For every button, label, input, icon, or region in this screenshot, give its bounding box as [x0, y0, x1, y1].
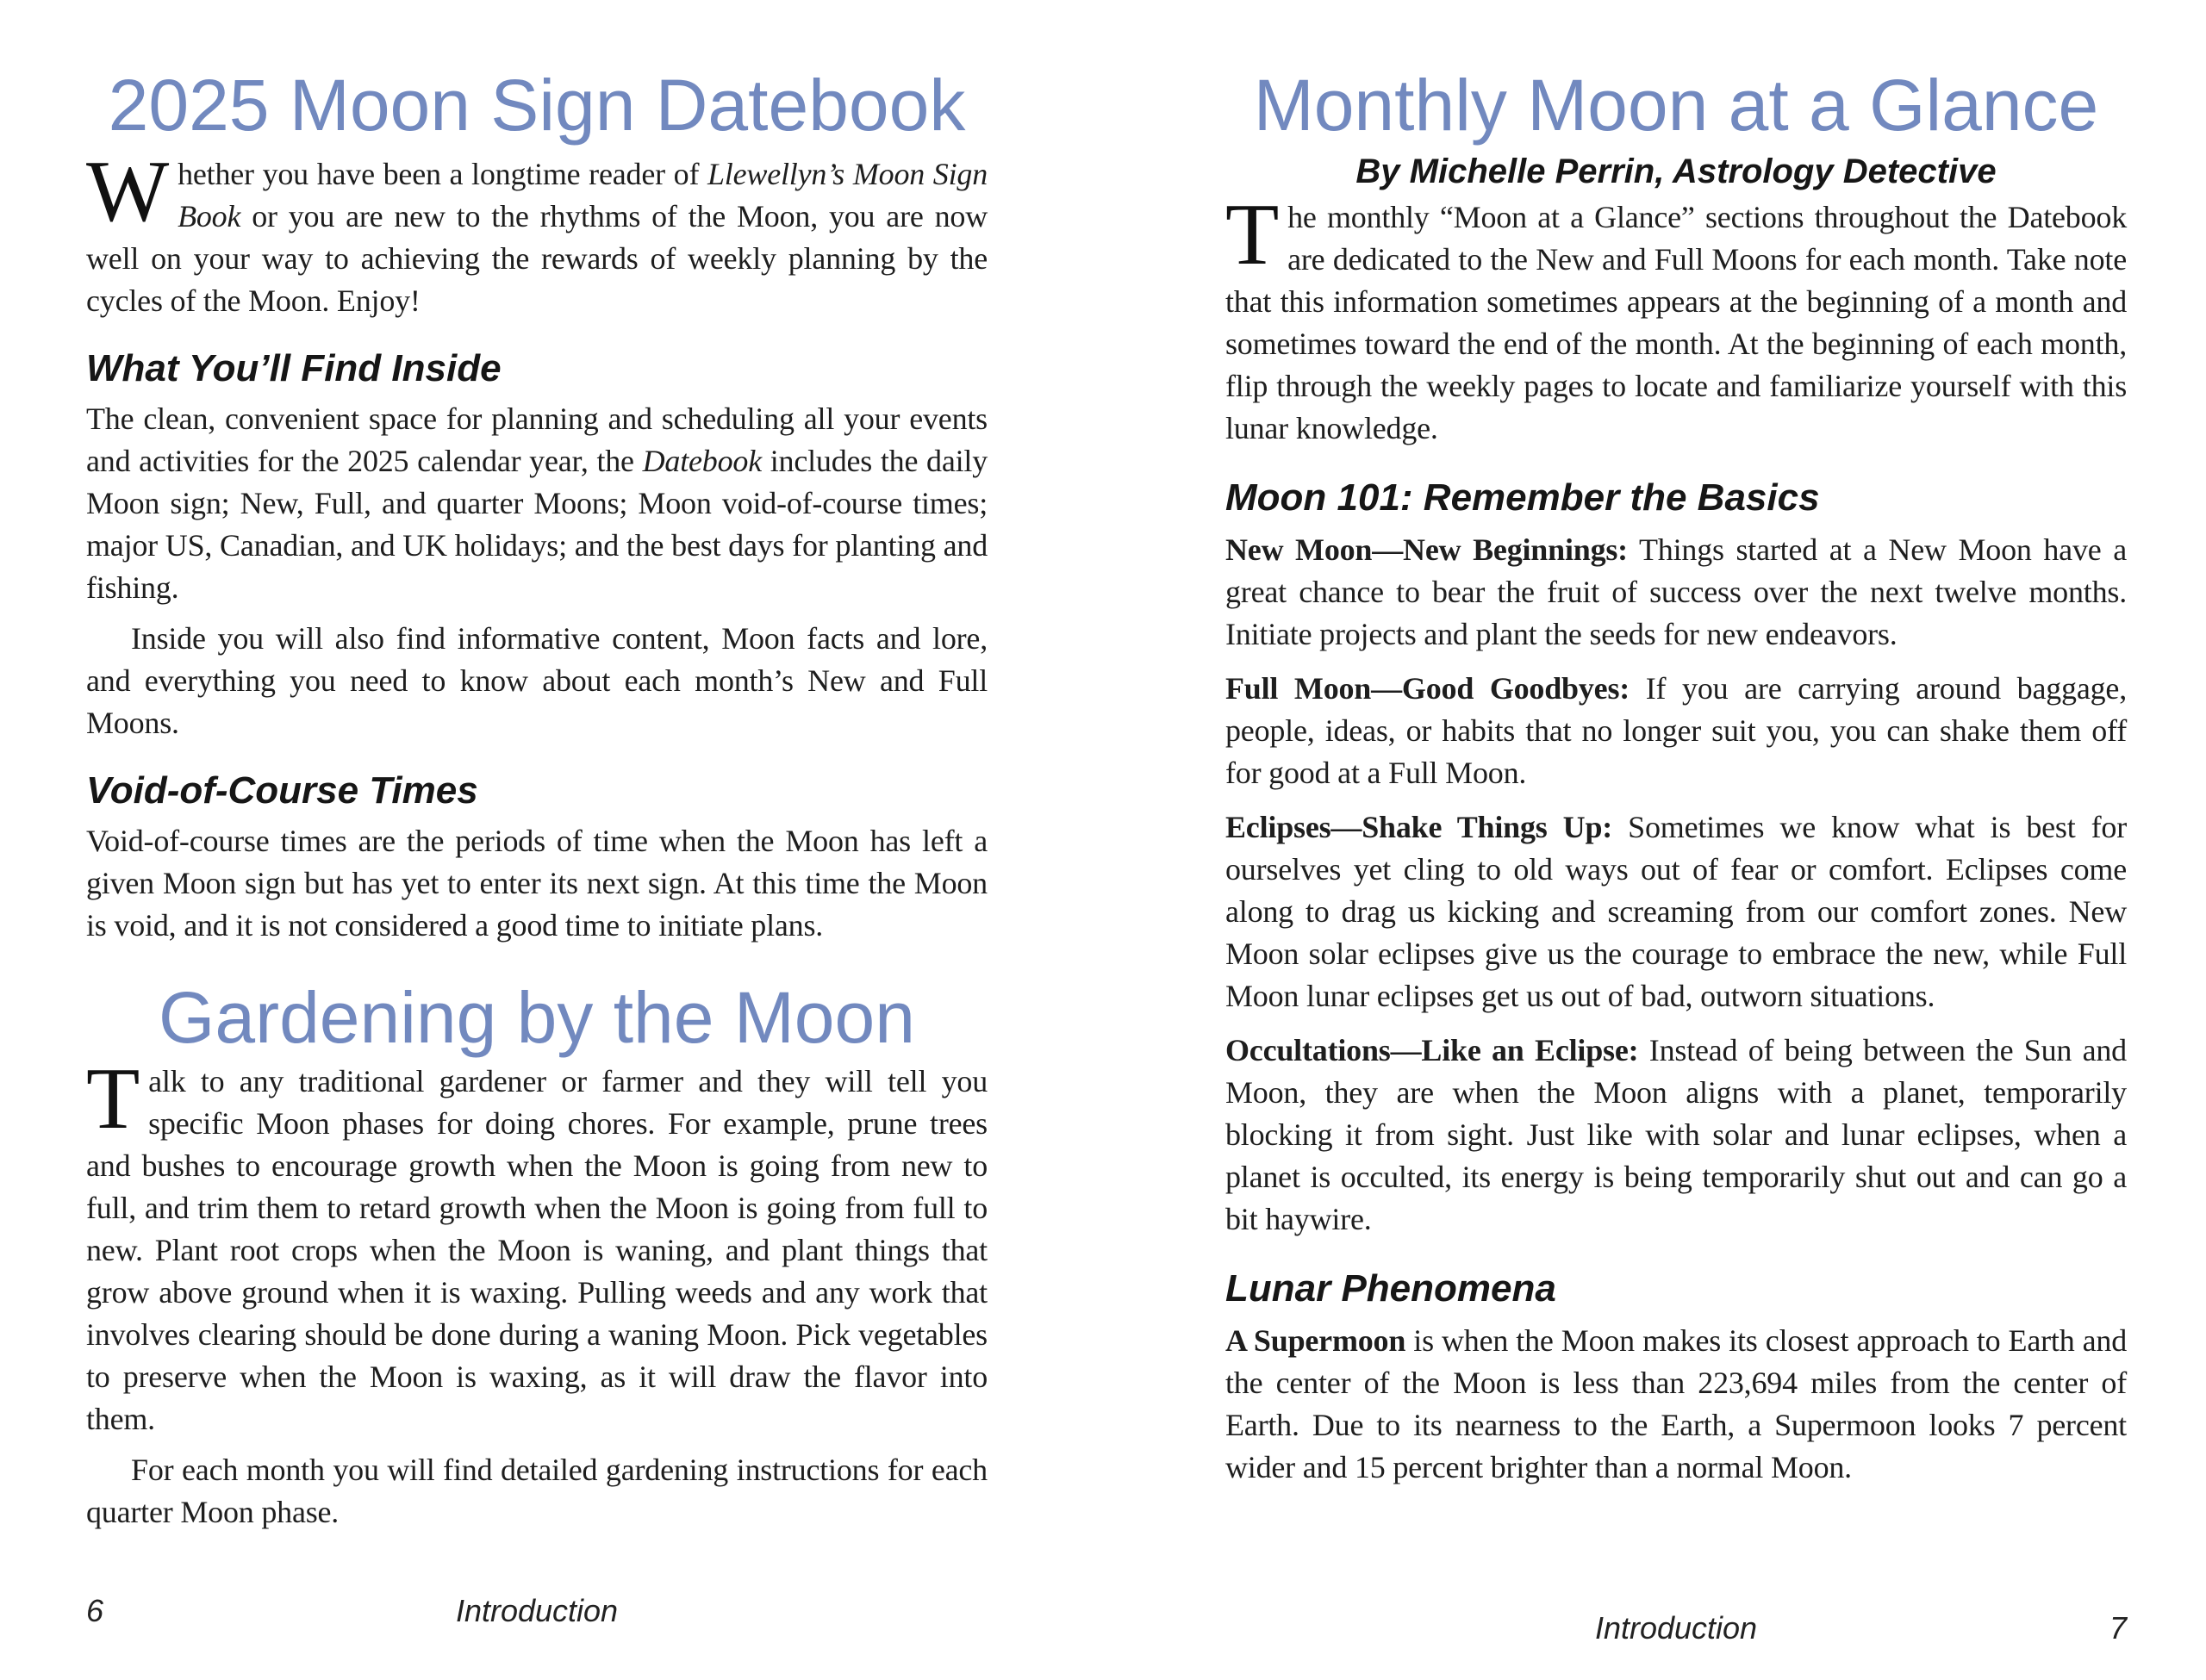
text-run: Sometimes we know what is best for ourselves yet cling to old ways out of fear or comfort. Eclipses come along to drag us kicking and screaming from our comfort zones. New Moon solar eclipses give us the courage to embrace the new, while Full Moon lunar eclipses get us out of bad, outworn situations. [1225, 810, 2127, 1014]
paragraph-supermoon [1225, 1320, 2127, 1489]
run-in-label-new-moon: New Moon—New Beginnings: [1225, 532, 1628, 568]
text-run: hether you have been a longtime reader of [178, 156, 707, 191]
left-page-title: 2025 Moon Sign Datebook [108, 65, 966, 146]
paragraph-moon-at-a-glance [1225, 185, 2127, 450]
text-run: Instead of being between the Sun and Moon, they are when the Moon aligns with a planet, temporarily blocking it from sight. Just like with solar and lunar eclipses, when a planet is occulted, its energy is being temporarily shut out and can go a bit haywire. [1225, 1033, 2127, 1237]
section-heading-moon-101: Moon 101: Remember the Basics [1225, 476, 1820, 519]
paragraph-gardening-monthly: For each month you will find detailed gardening instructions for each quarter Moon phase. [86, 1453, 988, 1530]
dropcap-t: T [1225, 185, 1280, 283]
paragraph-full-moon [1225, 668, 2127, 794]
section-heading-lunar-phenomena: Lunar Phenomena [1225, 1267, 1556, 1310]
text-run-italic-book-title: Llewellyn’s Moon Sign Book [178, 156, 988, 233]
text-run: is when the Moon makes its closest approach to Earth and the center of the Moon is less than 223,694 miles from the center of Earth. Due to its nearness to the Earth, a Supermoon looks 7 percent wider and 15 percent brighter than a normal Moon. [1225, 1323, 2127, 1485]
byline: By Michelle Perrin, Astrology Detective [1355, 152, 1997, 190]
text-run: The clean, convenient space for planning and scheduling all your events and activities for the 2025 calendar year, the [86, 401, 988, 479]
dropcap-w: W [86, 142, 170, 240]
left-running-head: Introduction [455, 1593, 619, 1628]
right-page-title: Monthly Moon at a Glance [1253, 65, 2099, 146]
run-in-label-occultations: Occultations—Like an Eclipse: [1225, 1033, 1639, 1068]
left-page-number: 6 [86, 1593, 104, 1628]
run-in-label-eclipses: Eclipses—Shake Things Up: [1225, 810, 1613, 845]
text-run-italic-datebook: Datebook [642, 444, 762, 479]
text-run: alk to any traditional gardener or farmer and they will tell you specific Moon phases for doing chores. For example, prune trees and bushes to encourage growth when the Moon is going from new to full, and trim them to retard growth when the Moon is going from full to new. Plant root crops when the Moon is waning, and plant things that grow above ground when it is waxing. Pulling weeds and any work that involves clearing should be done during a waning Moon. Pick vegetables to preserve when the Moon is waxing, as it will draw the flavor into them. [86, 1064, 988, 1437]
right-page [1225, 0, 2127, 1489]
paragraph-inside-content: Inside you will also find informative content, Moon facts and lore, and everything you need to know about each month’s New and Full Moons. [86, 621, 988, 741]
text-run: or you are new to the rhythms of the Moon, you are now well on your way to achieving the rewards of weekly planning by the cycles of the Moon. Enjoy! [86, 198, 988, 318]
text-run: If you are carrying around baggage, people, ideas, or habits that no longer suit you, you can shake them off for good at a Full Moon. [1225, 671, 2128, 791]
paragraph-new-moon [1225, 529, 2127, 656]
left-page [86, 0, 988, 1534]
paragraph-occultations [1225, 1030, 2127, 1241]
run-in-label-full-moon: Full Moon—Good Goodbyes: [1225, 671, 1630, 706]
paragraph-void-of-course: Void-of-course times are the periods of time when the Moon has left a given Moon sign but has yet to enter its next sign. At this time the Moon is void, and it is not considered a good time to initiate plans. [86, 824, 988, 943]
section-heading-whats-inside: What You’ll Find Inside [86, 346, 502, 389]
section-heading-void-of-course: Void-of-Course Times [86, 769, 478, 812]
paragraph-gardening [86, 1050, 988, 1440]
right-running-head: Introduction [1594, 1610, 1758, 1646]
paragraph-eclipses [1225, 806, 2127, 1017]
run-in-label-supermoon: A Supermoon [1225, 1323, 1406, 1359]
left-page-title-gardening: Gardening by the Moon [159, 977, 915, 1059]
right-page-footer [1225, 1610, 2127, 1646]
dropcap-t: T [86, 1050, 140, 1148]
text-run: he monthly “Moon at a Glance” sections throughout the Datebook are dedicated to the New and Full Moons for each month. Take note that this information sometimes appears at the beginning of a month and sometimes toward the end of the month. At the beginning of each month, flip through the weekly pages to locate and familiarize yourself with this lunar knowledge. [1225, 199, 2127, 445]
left-page-footer [86, 1593, 988, 1628]
paragraph-whats-inside [86, 398, 988, 609]
text-run: includes the daily Moon sign; New, Full, and quarter Moons; Moon void-of-course times; major US, Canadian, and UK holidays; and the best days for planting and fishing. [86, 444, 988, 606]
right-page-number: 7 [2109, 1610, 2127, 1646]
text-run: Things started at a New Moon have a great chance to bear the fruit of success over the next twelve months. Initiate projects and plant the seeds for new endeavors. [1225, 532, 2127, 652]
paragraph-intro [86, 142, 988, 322]
